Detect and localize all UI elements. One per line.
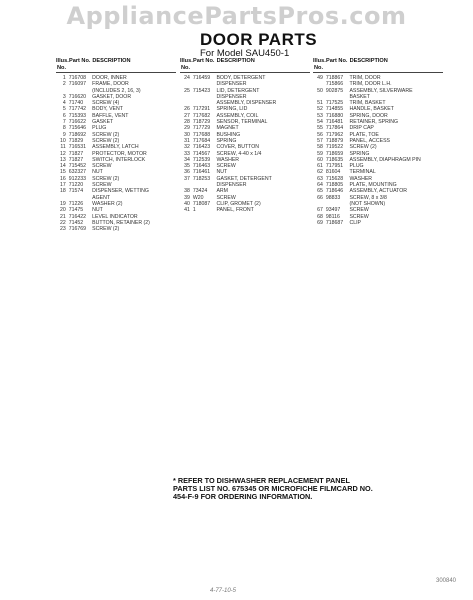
part-number: 718805 (325, 182, 344, 189)
part-description: BASKET (349, 93, 370, 100)
illus-number: 69 (317, 219, 323, 226)
part-description: WASHER (349, 175, 373, 182)
part-description: RETAINER, SPRING (349, 119, 399, 126)
illus-number: 2 (62, 81, 66, 88)
part-description: SCREW (92, 163, 112, 170)
part-number: 717864 (325, 125, 344, 132)
part-number: 718867 (325, 75, 344, 81)
part-description: DRIP CAP (349, 125, 374, 132)
part-description: SCREW (4) (92, 100, 120, 107)
illus-number: 19 (59, 200, 66, 207)
part-number: 717291 (192, 106, 211, 113)
part-description: BODY, DETERGENT (216, 75, 266, 81)
illus-number: 27 (184, 112, 190, 119)
part-description: NUT (92, 169, 103, 176)
illus-number: 54 (317, 119, 323, 126)
part-description: SPRING (349, 150, 370, 157)
part-description: HANDLE, BASKET (349, 106, 394, 113)
parts-column-1 (56, 58, 176, 232)
part-number: 73424 (192, 188, 208, 195)
part-description: PLUG (349, 163, 364, 170)
illus-number: 50 (317, 87, 323, 94)
part-description: SENSOR, TERMINAL (216, 119, 268, 126)
illus-number: 1 (62, 75, 66, 81)
illus-number: 22 (59, 219, 66, 226)
header-part-no: Part No. (326, 58, 348, 64)
part-number: 717951 (325, 163, 344, 170)
part-description: GASKET, DETERGENT (216, 175, 272, 182)
part-description: ASSEMBLY, DIAPHRAGM PIN (349, 156, 421, 163)
part-description: LID, DETERGENT (216, 87, 260, 94)
part-number: 632327 (68, 169, 87, 176)
part-number: 98116 (325, 213, 340, 220)
part-number: 1 (192, 207, 196, 214)
page-subtitle: For Model SAU450-1 (200, 48, 290, 59)
part-description: SCREW (2) (92, 131, 120, 138)
header-illus-no: Illus. No. (180, 58, 193, 71)
part-description: ARM (216, 188, 228, 195)
illus-number: 62 (317, 169, 323, 176)
part-description: SCREW (2) (92, 175, 120, 182)
part-description: ASSEMBLY, DISPENSER (216, 100, 277, 107)
part-description: SPRING, DOOR (349, 112, 388, 119)
part-number: 714855 (325, 106, 344, 113)
illus-number: 60 (317, 156, 323, 163)
part-number: 717962 (325, 131, 344, 138)
illus-number: 3 (62, 93, 66, 100)
part-number: 93497 (325, 207, 341, 214)
part-description: DISPENSER, WETTING (92, 188, 149, 195)
illus-number: 57 (317, 137, 323, 144)
ordering-note: * REFER TO DISHWASHER REPLACEMENT PANEL PARTS LIST NO. 675345 OR MICROFICHE FILMCARD NO. 454-F-9 FOR ORDERING INFORMATION. (173, 476, 373, 502)
part-number: 71740 (68, 100, 84, 107)
part-description: MAGNET (216, 125, 239, 132)
part-description: TRIM, BASKET (349, 100, 386, 107)
part-number: 718879 (325, 137, 344, 144)
part-description: SCREW (216, 163, 236, 170)
illus-number: 36 (184, 169, 190, 176)
header-description: DESCRIPTION (92, 58, 131, 64)
illus-number: 16 (59, 175, 66, 182)
illus-number: 14 (59, 163, 66, 170)
parts-column-3 (313, 58, 443, 226)
part-number: 717682 (192, 112, 211, 119)
illus-number: 21 (59, 213, 66, 220)
part-description: NUT (92, 207, 103, 214)
part-number: 98833 (325, 194, 341, 201)
part-number: 71827 (68, 156, 84, 163)
part-number: 715423 (192, 87, 211, 94)
illus-number: 38 (184, 188, 190, 195)
part-number: 716620 (68, 93, 87, 100)
part-description: BUSHING (216, 131, 241, 138)
part-description: WASHER (216, 156, 240, 163)
column-header (56, 58, 176, 73)
part-number: 71220 (68, 182, 84, 189)
part-description: SCREW, 4-40 x 1/4 (216, 150, 262, 157)
illus-number: 25 (184, 87, 190, 94)
part-description: GASKET, DOOR (92, 93, 132, 100)
header-part-no: Part No. (193, 58, 215, 64)
part-number: 715646 (68, 125, 87, 132)
part-description: SPRING (216, 137, 237, 144)
illus-number: 23 (59, 226, 66, 233)
illus-number: 68 (317, 213, 323, 220)
illus-number: 51 (317, 100, 323, 107)
column-header (313, 58, 443, 73)
part-description: DISPENSER (216, 182, 247, 189)
part-number: 718087 (192, 200, 211, 207)
part-description: PANEL, ACCESS (349, 137, 391, 144)
part-number: 718729 (192, 119, 211, 126)
illus-number: 61 (317, 163, 323, 170)
part-description: SCREW (2) (349, 144, 377, 151)
part-number: 718659 (325, 150, 344, 157)
part-description: CLIP, GROMET (2) (216, 200, 261, 207)
part-number: 714567 (192, 150, 211, 157)
illus-number: 5 (62, 106, 66, 113)
header-description: DESCRIPTION (216, 58, 255, 64)
part-number: 715393 (68, 112, 87, 119)
part-description: BODY, VENT (92, 106, 123, 113)
part-description: SWITCH, INTERLOCK (92, 156, 146, 163)
illus-number: 33 (184, 150, 190, 157)
illus-number: 58 (317, 144, 323, 151)
illus-number: 11 (60, 144, 66, 151)
part-description: PROTECTOR, MOTOR (92, 150, 147, 157)
part-number: 716531 (68, 144, 87, 151)
part-number: W20 (192, 194, 204, 201)
illus-number: 39 (184, 194, 190, 201)
part-row (313, 220, 443, 226)
part-description: PANEL, FRONT (216, 207, 254, 214)
part-number: 71829 (68, 137, 84, 144)
part-description: (INCLUDES 2, 16, 3) (92, 87, 141, 94)
part-number: 71226 (68, 200, 84, 207)
part-description: ASSEMBLY, SILVERWARE (349, 87, 413, 94)
part-number: 715452 (68, 163, 87, 170)
part-number: 712539 (192, 156, 211, 163)
part-number: 912233 (68, 175, 87, 182)
illus-number: 31 (184, 137, 190, 144)
parts-column-2 (180, 58, 310, 214)
part-description: AGENT (92, 194, 111, 201)
part-number: 716481 (325, 119, 344, 126)
illus-number: 10 (59, 137, 66, 144)
part-number: 716708 (68, 75, 87, 81)
illus-number: 32 (184, 144, 190, 151)
part-number: 716463 (192, 163, 211, 170)
part-number: 717688 (192, 131, 211, 138)
illus-number: 15 (59, 169, 66, 176)
part-description: SCREW, 8 x 3/8 (349, 194, 387, 201)
part-description: ASSEMBLY, COIL (216, 112, 259, 119)
part-number: 716422 (68, 213, 87, 220)
part-number: 71475 (68, 207, 84, 214)
part-number: 715628 (325, 175, 344, 182)
illus-number: 66 (317, 194, 323, 201)
illus-number: 24 (184, 75, 190, 81)
illus-number: 53 (317, 112, 323, 119)
part-number: 81604 (325, 169, 341, 176)
part-description: SPRING, LID (216, 106, 248, 113)
illus-number: 34 (184, 156, 190, 163)
illus-number: 28 (184, 119, 190, 126)
part-number: 902875 (325, 87, 344, 94)
part-description: GASKET (92, 119, 114, 126)
illus-number: 52 (317, 106, 323, 113)
part-number: 718635 (325, 156, 344, 163)
part-number: 71827 (68, 150, 84, 157)
part-description: SCREW (2) (92, 226, 120, 233)
part-description: DISPENSER (216, 93, 247, 100)
illus-number: 63 (317, 175, 323, 182)
part-description: TRIM, DOOR (349, 75, 381, 81)
part-number: 719522 (325, 144, 344, 151)
illus-number: 56 (317, 131, 323, 138)
part-description: SCREW (92, 182, 112, 189)
part-description: SCREW (349, 213, 369, 220)
part-description: CLIP (349, 219, 362, 226)
part-description: PLATE, MOUNTING (349, 182, 397, 189)
header-illus-no: Illus. No. (56, 58, 69, 71)
illus-number: 35 (184, 163, 190, 170)
illus-number: 7 (62, 119, 66, 126)
part-description: ASSEMBLY, ACTUATOR (349, 188, 408, 195)
part-number: 71574 (68, 188, 84, 195)
part-description: ASSEMBLY, LATCH (92, 144, 139, 151)
column-header (180, 58, 310, 73)
part-row (180, 207, 310, 213)
corner-code: 300840 (436, 578, 457, 584)
illus-number: 64 (317, 182, 323, 189)
illus-number: 37 (184, 175, 190, 182)
part-description: LEVEL INDICATOR (92, 213, 138, 220)
part-number: 716622 (68, 119, 87, 126)
illus-number: 4 (62, 100, 66, 107)
part-number: 718253 (192, 175, 211, 182)
part-description: SCREW (216, 194, 236, 201)
part-number: 718646 (325, 188, 344, 195)
illus-number: 26 (184, 106, 190, 113)
part-description: DISPENSER (216, 81, 247, 88)
part-description: PLATE, TOE (349, 131, 379, 138)
part-number: 717742 (68, 106, 87, 113)
part-number: 717729 (192, 125, 211, 132)
illus-number: 29 (184, 125, 190, 132)
part-description: (NOT SHOWN) (349, 200, 386, 207)
part-description: WASHER (2) (92, 200, 123, 207)
part-number: 716769 (68, 226, 87, 233)
part-description: BAFFLE, VENT (92, 112, 129, 119)
illus-number: 13 (59, 156, 66, 163)
header-part-no: Part No. (69, 58, 91, 64)
part-number: 718692 (68, 131, 87, 138)
illus-number: 30 (184, 131, 190, 138)
part-description: PLUG (92, 125, 107, 132)
watermark-text: AppliancePartsPros.com (66, 2, 407, 30)
header-description: DESCRIPTION (349, 58, 388, 64)
part-description: NUT (216, 169, 228, 176)
illus-number: 6 (62, 112, 66, 119)
part-description: FRAME, DOOR (92, 81, 129, 88)
illus-number: 40 (184, 200, 190, 207)
part-number: 716097 (68, 81, 87, 88)
illus-number: 20 (59, 207, 66, 214)
part-row (56, 226, 176, 232)
footer-code: 4-77-10-5 (210, 588, 237, 594)
part-description: TRIM, DOOR L.H. (349, 81, 392, 88)
part-number: 717684 (192, 137, 211, 144)
illus-number: 59 (317, 150, 323, 157)
part-number: 716459 (192, 75, 211, 81)
illus-number: 49 (317, 75, 323, 81)
illus-number: 9 (62, 131, 66, 138)
part-number: 715866 (325, 81, 344, 88)
illus-number: 12 (59, 150, 66, 157)
illus-number: 65 (317, 188, 323, 195)
part-number: 716461 (192, 169, 211, 176)
part-description: COVER, BUTTON (216, 144, 260, 151)
part-number: 717525 (325, 100, 344, 107)
illus-number: 67 (317, 207, 323, 214)
illus-number: 18 (59, 188, 66, 195)
page-title: DOOR PARTS (200, 30, 318, 49)
header-illus-no: Illus. No. (313, 58, 326, 71)
part-number: 716880 (325, 112, 344, 119)
illus-number: 17 (59, 182, 66, 189)
part-description: DOOR, INNER (92, 75, 127, 81)
part-number: 718687 (325, 219, 344, 226)
part-description: BUTTON, RETAINER (2) (92, 219, 150, 226)
part-description: SCREW (349, 207, 369, 214)
part-description: SCREW (2) (92, 137, 120, 144)
part-description: TERMINAL (349, 169, 376, 176)
part-number: 71452 (68, 219, 84, 226)
illus-number: 41 (184, 207, 190, 214)
illus-number: 8 (62, 125, 66, 132)
part-number: 716423 (192, 144, 211, 151)
illus-number: 55 (317, 125, 323, 132)
